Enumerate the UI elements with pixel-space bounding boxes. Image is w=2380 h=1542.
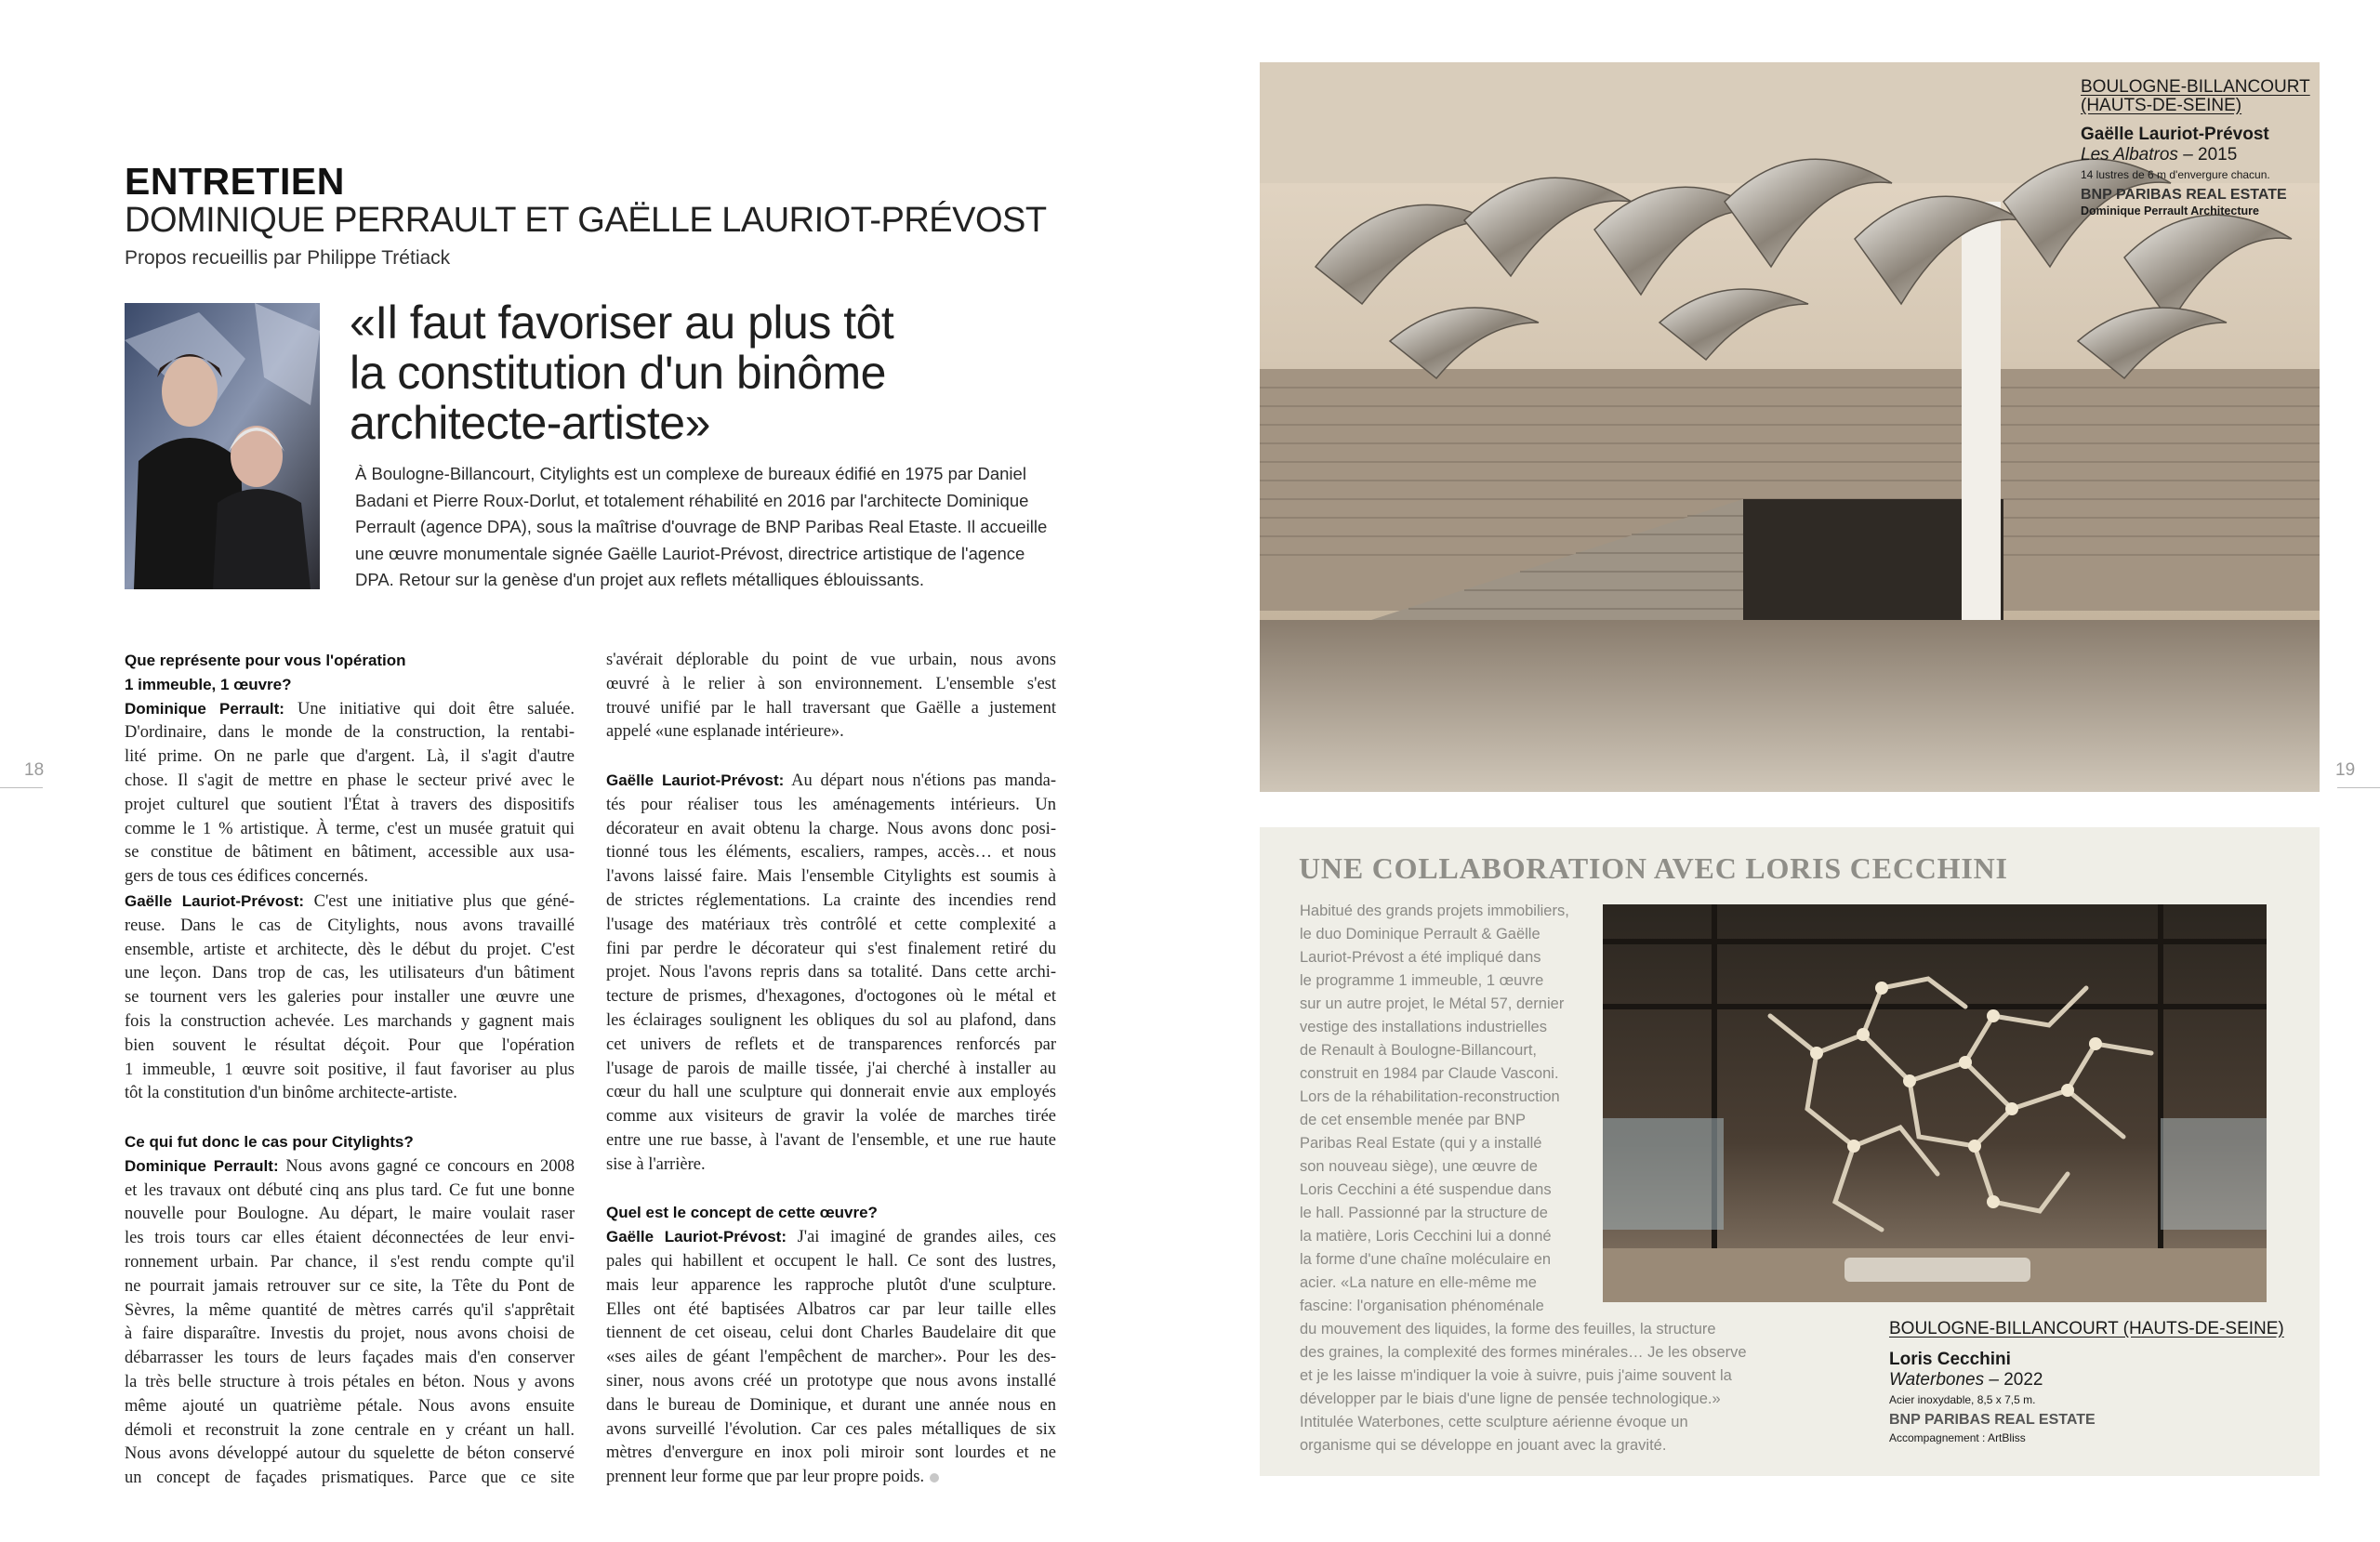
caption-location: BOULOGNE-BILLANCOURT (HAUTS-DE-SEINE) [1889, 1319, 2284, 1338]
article-column-1 [125, 649, 575, 1491]
answer-line: cœur du hall une sculpture qui donnerait envie aux employés [606, 1083, 1056, 1102]
speaker-name: Gaëlle Lauriot-Prévost: [606, 1228, 787, 1246]
answer-line: la très belle structure à trois pétales en béton. Nous y avons [125, 1372, 575, 1391]
intro-line: Perrault (agence DPA), sous la maîtrise d'ouvrage de BNP Paribas Real Etaste. Il accueille [355, 517, 1048, 536]
speaker-name: Gaëlle Lauriot-Prévost: [606, 771, 785, 789]
answer-line: débarrasser les tours de leurs façades mais d'en conserver [125, 1349, 575, 1368]
caption-location: BOULOGNE-BILLANCOURT [2081, 77, 2310, 97]
answer-line: ne pourrait jamais retrouver sur ce site, la Tête du Pont de [125, 1276, 575, 1296]
answer-line: comme le 1 % artistique. À terme, c'est un musée gratuit qui [125, 819, 575, 838]
paragraph-gap [606, 745, 1056, 769]
answer-line: chose. Il s'agit de mettre en phase le secteur privé avec le [125, 771, 575, 790]
answer-line: l'usage de parois de maille tissée, j'ai cherché à installer au [606, 1059, 1056, 1078]
page-number-right: 19 [2335, 760, 2356, 780]
answer-line: tecture de prismes, d'hexagones, d'octogones où le métal et [606, 987, 1056, 1007]
answer-line: même ajouté un quatrième pétale. Nous avons ensuite [125, 1396, 575, 1416]
answer-line: s'avérait déplorable du point de vue urbain, nous avons [606, 651, 1056, 669]
intro-line: Badani et Pierre Roux-Dorlut, et totalement réhabilité en 2016 par l'architecte Dominique [355, 490, 1029, 510]
answer-line: de strictes réglementations. La crainte des incendies rend [606, 890, 1056, 910]
question: Quel est le concept de cette œuvre? [606, 1204, 878, 1222]
caption-detail: Acier inoxydable, 8,5 x 7,5 m. [1889, 1393, 2036, 1406]
answer-line: Gaëlle Lauriot-Prévost: Au départ nous n'étions pas manda- [606, 771, 1056, 790]
caption-owner: BNP PARIBAS REAL ESTATE [1889, 1412, 2096, 1428]
answer-line: tionné tous les éléments, escaliers, rampes, accès… et nous [606, 843, 1056, 863]
answer-line: projet culturel que soutient l'État à travers des dispositifs [125, 795, 575, 814]
answer-line: projet. Nous l'avons repris dans sa totalité. Dans cette archi- [606, 963, 1056, 982]
speaker-name: Gaëlle Lauriot-Prévost: [125, 891, 305, 910]
end-mark-icon [930, 1473, 939, 1483]
answer-line: Gaëlle Lauriot-Prévost: J'ai imaginé de grandes ailes, ces [606, 1228, 1056, 1247]
caption-accompaniment: Accompagnement : ArtBliss [1889, 1431, 2026, 1444]
caption-architect: Dominique Perrault Architecture [2081, 204, 2259, 217]
answer-line: démoli et reconstruit la zone centrale en y créant un hall. [125, 1420, 575, 1440]
speaker-name: Dominique Perrault: [125, 699, 284, 718]
pull-quote-line: la constitution d'un binôme [350, 347, 886, 399]
intro-line: DPA. Retour sur la genèse d'un projet aux reflets métalliques éblouissants. [355, 570, 924, 589]
sidebar-title: UNE COLLABORATION AVEC LORIS CECCHINI [1299, 851, 2008, 885]
caption-work: Les Albatros – 2015 [2081, 145, 2238, 165]
page-number-rule-left [0, 787, 43, 788]
answer-line: ronnement urbain. Par chance, il s'est rendu compte qu'il [125, 1252, 575, 1272]
answer-line: mètres d'envergure en inox poli miroir sont lourdes et ne [606, 1443, 1056, 1463]
answer-line: fini par perdre le décorateur qui s'est finalement retiré du [606, 939, 1056, 958]
answer-line: mais leur apparence les rapproche plutôt d'une sculpture. [606, 1275, 1056, 1295]
author-credit: Propos recueillis par Philippe Trétiack [125, 247, 451, 269]
answer-line: l'usage des matériaux très contrôlé et cette complexité a [606, 915, 1056, 934]
question: 1 immeuble, 1 œuvre? [125, 675, 292, 693]
answer-line: ensemble, artiste et architecte, dès le début du projet. C'est [125, 940, 575, 959]
answer-line: un concept de façades prismatiques. Parce que ce site [125, 1469, 575, 1488]
pull-quote-line: «Il faut favoriser au plus tôt [350, 297, 894, 349]
pull-quote-line: architecte-artiste» [350, 397, 710, 449]
answer-line: l'avons laissé faire. Mais l'ensemble Citylights est soumis à [606, 867, 1056, 887]
answer-line: avons surveillé l'évolution. Car ces pales métalliques de six [606, 1419, 1056, 1439]
answer-line: appelé «une esplanade intérieure». [606, 722, 844, 742]
page-number-left: 18 [24, 760, 45, 780]
answer-line: lité prime. On ne parle que d'argent. Là, il s'agit d'autre [125, 747, 575, 767]
waterbones-photo [1603, 904, 2267, 1302]
answer-line: reuse. Dans le cas de Citylights, nous avons travaillé [125, 916, 575, 935]
caption-location: (HAUTS-DE-SEINE) [2081, 96, 2242, 115]
answer-line: prennent leur forme que par leur propre poids. [606, 1466, 1056, 1490]
article-column-2 [606, 649, 1056, 1490]
answer-line: pales qui habillent et occupent le hall. Ce sont des lustres, [606, 1251, 1056, 1271]
paragraph-gap [606, 1178, 1056, 1202]
intro-line: À Boulogne-Billancourt, Citylights est un complexe de bureaux édifié en 1975 par Daniel [355, 464, 1026, 483]
answer-line: se tournent vers les galeries pour installer une œuvre une [125, 988, 575, 1008]
question: Que représente pour vous l'opération [125, 652, 406, 669]
answer-line: œuvré à le relier à son environnement. L'ensemble s'est [606, 674, 1056, 693]
caption-owner: BNP PARIBAS REAL ESTATE [2081, 187, 2287, 203]
answer-line: Gaëlle Lauriot-Prévost: C'est une initiative plus que géné- [125, 891, 575, 911]
intro-line: une œuvre monumentale signée Gaëlle Lauriot-Prévost, directrice artistique de l'agence [355, 543, 1025, 563]
answer-line: Nous avons développé autour du squelette de béton conservé [125, 1444, 575, 1464]
paragraph-gap [125, 1106, 575, 1130]
answer-line: fois la construction achevée. Les marchands y gagnent mais [125, 1011, 575, 1031]
intro-paragraph [355, 461, 1048, 594]
page-number-rule-right [2337, 787, 2380, 788]
caption-detail: 14 lustres de 6 m d'envergure chacun. [2081, 168, 2270, 181]
caption-artist: Gaëlle Lauriot-Prévost [2081, 125, 2269, 144]
answer-line: tôt la constitution d'un binôme architecte-artiste. [125, 1084, 457, 1103]
answer-line: Sèvres, la même quantité de mètres carrés qu'il s'apprêtait [125, 1300, 575, 1320]
portrait-photo [125, 303, 320, 589]
sidebar-text: Habitué des grands projets immobiliers, le duo Dominique Perrault & Gaëlle Lauriot-Prévost a été impliqué dans le programme 1 immeuble, 1 œuvre sur un autre projet, le Métal 57, dernier vestige des installations industrielles de Renault à Boulogne-Billancourt, construit en 1984 par Claude Vasconi. Lors de la réhabilitation-reconstruction de cet ensemble menée par BNP Paribas Real Estate (qui y a installé son nouveau siège), une œuvre de Loris Cecchini a été suspendue dans le hall. Passionné par la structure de la matière, Loris Cecchini lui a donné la forme d'une chaîne moléculaire en acier. «La nature en elle-même me fascine: l'organisation phénoménale du mouvement des liquides, la forme des feuilles, la structure des graines, la complexité des formes minérales… Je les observe et je les laisse m'indiquer la voie à suivre, puis j'aime souvent la développer par le biais d'une ligne de pensée technologique.» Intitulée Waterbones, cette sculpture aérienne évoque un organisme qui se développe en jouant avec la gravité. [1300, 903, 1747, 1454]
answer-line: et les travaux ont débuté cinq ans plus tard. Ce fut une bonne [125, 1180, 575, 1200]
answer-line: gers de tous ces édifices concernés. [125, 867, 368, 887]
answer-line: entre une rue basse, à l'avant de l'ensemble, et une rue haute [606, 1130, 1056, 1150]
answer-line: tés pour réaliser tous les aménagements intérieurs. Un [606, 795, 1056, 814]
answer-line: 1 immeuble, 1 œuvre soit positive, il faut favoriser au plus [125, 1060, 575, 1079]
answer-line: bien souvent le résultat déçoit. Pour que l'opération [125, 1035, 575, 1055]
answer-line: «ses ailes de géant l'empêchent de marcher». Pour les des- [606, 1348, 1056, 1367]
caption-artist: Loris Cecchini [1889, 1350, 2011, 1369]
section-kicker: ENTRETIEN [125, 160, 345, 203]
answer-line: trouvé unifié par le hall traversant que Gaëlle a justement [606, 698, 1056, 718]
answer-line: D'ordinaire, dans le monde de la construction, la rentabi- [125, 723, 575, 743]
answer-line: dans le bureau de Dominique, et durant une année nous en [606, 1395, 1056, 1415]
speaker-name: Dominique Perrault: [125, 1156, 279, 1175]
answer-line: les éclairages soulignent les obliques du sol au plafond, dans [606, 1010, 1056, 1030]
answer-line: à faire disparaître. Investis du projet, nous avons choisi de [125, 1325, 575, 1344]
answer-line: sise à l'arrière. [606, 1154, 706, 1174]
answer-line: une leçon. Dans trop de cas, les utilisateurs d'un bâtiment [125, 964, 575, 983]
answer-line: Dominique Perrault: Nous avons gagné ce concours en 2008 [125, 1156, 575, 1176]
answer-line: les trois tours car elles étaient déconnectées de leur envi- [125, 1229, 575, 1248]
answer-line: nouvelle pour Boulogne. Au départ, le maire voulait raser [125, 1205, 575, 1224]
answer-line: se constitue de bâtiment en bâtiment, accessible aux usa- [125, 843, 575, 863]
question: Ce qui fut donc le cas pour Citylights? [125, 1132, 414, 1151]
answer-line: siner, nous avons créé un prototype que nous avons installé [606, 1371, 1056, 1390]
answer-line: Dominique Perrault: Une initiative qui doit être saluée. [125, 699, 575, 718]
photo-caption-albatros [2081, 78, 2313, 217]
answer-line: tiennent de cet oiseau, celui dont Charles Baudelaire dit que [606, 1324, 1056, 1343]
answer-line: Elles ont été baptisées Albatros car par leur taille elles [606, 1299, 1056, 1319]
answer-line: décorateur en avait obtenu la charge. Nous avons donc posi- [606, 819, 1056, 838]
caption-work: Waterbones – 2022 [1889, 1370, 2043, 1390]
pull-quote [350, 297, 1038, 448]
photo-caption-waterbones [1889, 1320, 2289, 1444]
answer-line: comme aux visiteurs de gravir la volée de marches tirée [606, 1107, 1056, 1127]
answer-line: cet univers de reflets et de transparences renforcés par [606, 1035, 1056, 1054]
article-title: DOMINIQUE PERRAULT ET GAËLLE LAURIOT-PRÉVOST [125, 201, 1047, 240]
